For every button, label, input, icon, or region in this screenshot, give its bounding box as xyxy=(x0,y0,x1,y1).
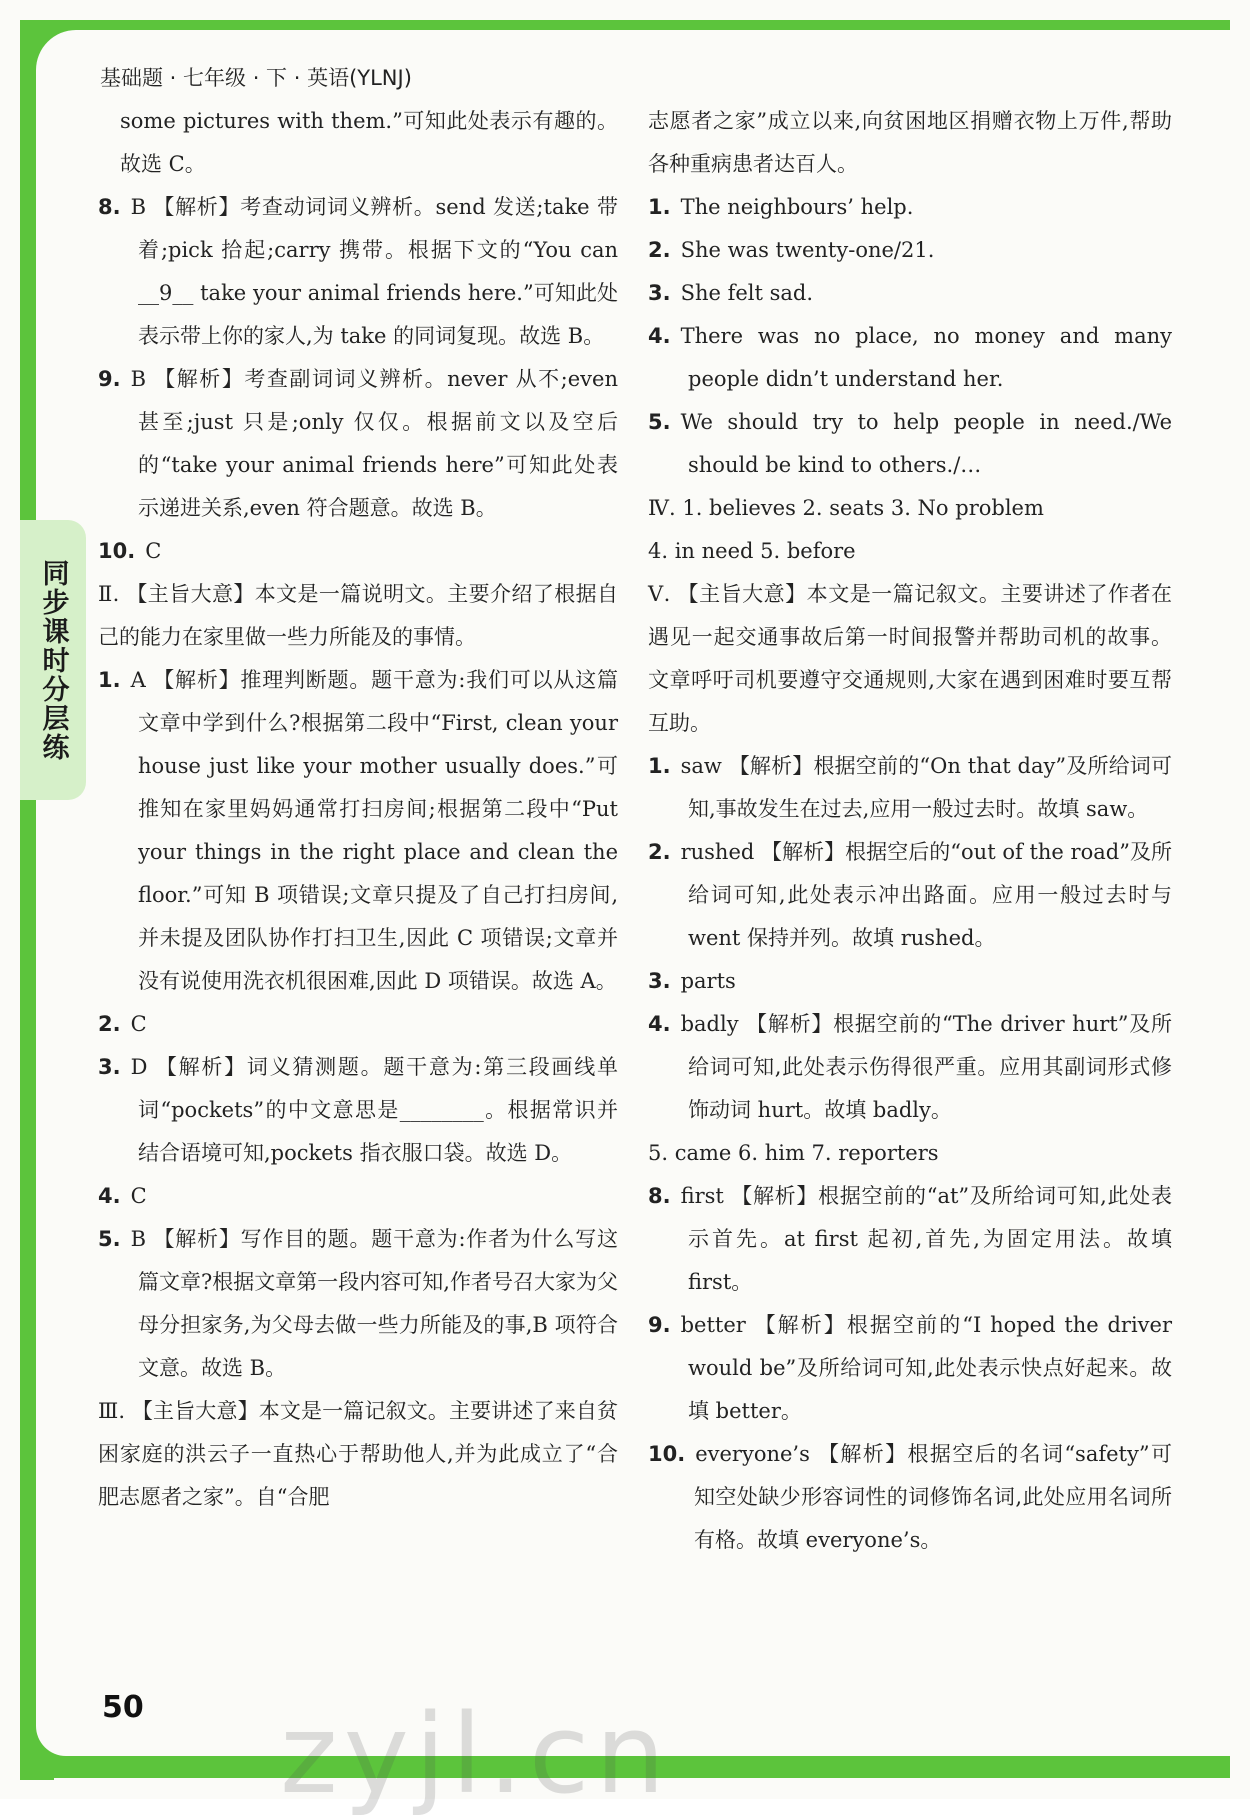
answer-item-V-3: 3. parts xyxy=(648,969,736,993)
watermark: zyjl.cn xyxy=(280,1690,672,1818)
answer-item-V-8: 8. first 【解析】根据空前的“at”及所给词可知,此处表示首先。at first 起初,首先,为固定用法。故填 first。 xyxy=(648,1184,1172,1294)
answer-item-V-4: 4. badly 【解析】根据空前的“The driver hurt”及所给词可知,此处表示伤得很严重。应用其副词形式修饰动词 hurt。故填 badly。 xyxy=(648,1012,1172,1122)
answer-item-III-1: 1. The neighbours’ help. xyxy=(648,195,914,219)
section-summary-V: Ⅴ. 【主旨大意】本文是一篇记叙文。主要讲述了作者在遇见一起交通事故后第一时间报警并帮助司机的故事。文章呼吁司机要遵守交通规则,大家在遇到困难时要互帮互助。 xyxy=(648,582,1172,735)
right-column xyxy=(648,100,1172,1562)
section-answers-IV-a: Ⅳ. 1. believes 2. seats 3. No problem xyxy=(648,496,1044,520)
section-summary-III-cont: 志愿者之家”成立以来,向贫困地区捐赠衣物上万件,帮助各种重病患者达百人。 xyxy=(648,109,1172,176)
page-number: 50 xyxy=(102,1690,144,1725)
section-answers-IV-b: 4. in need 5. before xyxy=(648,539,856,563)
left-column xyxy=(98,100,618,1519)
answer-paragraph: some pictures with them.”可知此处表示有趣的。故选 C。 xyxy=(120,109,618,176)
side-tab-label: 同步课时分层练 xyxy=(37,558,69,762)
answer-item-II-5: 5. B 【解析】写作目的题。题干意为:作者为什么写这篇文章?根据文章第一段内容可知,作者号召大家为父母分担家务,为父母去做一些力所能及的事,B 项符合文意。故选 B。 xyxy=(98,1227,618,1380)
answer-item-II-4: 4. C xyxy=(98,1184,147,1208)
answer-item-II-2: 2. C xyxy=(98,1012,147,1036)
answer-item-9: 9. B 【解析】考查副词词义辨析。never 从不;even 甚至;just 只是;only 仅仅。根据前文以及空后的“take your animal friends here”可知此处表示递进关系,even 符合题意。故选 B。 xyxy=(98,367,618,520)
answer-item-V-2: 2. rushed 【解析】根据空后的“out of the road”及所给词可知,此处表示冲出路面。应用一般过去时与 went 保持并列。故填 rushed。 xyxy=(648,840,1172,950)
answer-item-II-1: 1. A 【解析】推理判断题。题干意为:我们可以从这篇文章中学到什么?根据第二段中“First, clean your house just like your mother usually does.”可推知在家里妈妈通常打扫房间;根据第二段中“Put your things in the right place and clean the floor.”可知 B 项错误;文章只提及了自己打扫房间,并未提及团队协作打扫卫生,因此 C 项错误;文章并没有说使用洗衣机很困难,因此 D 项错误。故选 A。 xyxy=(98,668,618,993)
answer-item-III-4: 4. There was no place, no money and many people didn’t understand her. xyxy=(648,324,1172,391)
answer-item-III-3: 3. She felt sad. xyxy=(648,281,814,305)
section-summary-II: Ⅱ. 【主旨大意】本文是一篇说明文。主要介绍了根据自己的能力在家里做一些力所能及的事情。 xyxy=(98,582,618,649)
page-header: 基础题 · 七年级 · 下 · 英语(YLNJ) xyxy=(100,66,412,90)
section-summary-III: Ⅲ. 【主旨大意】本文是一篇记叙文。主要讲述了来自贫困家庭的洪云子一直热心于帮助他人,并为此成立了“合肥志愿者之家”。自“合肥 xyxy=(98,1399,618,1509)
answer-item-III-5: 5. We should try to help people in need./We should be kind to others./… xyxy=(648,410,1172,477)
answer-items-V-5-7: 5. came 6. him 7. reporters xyxy=(648,1141,939,1165)
answer-item-V-9: 9. better 【解析】根据空前的“I hoped the driver would be”及所给词可知,此处表示快点好起来。故填 better。 xyxy=(648,1313,1172,1423)
answer-item-8: 8. B 【解析】考查动词词义辨析。send 发送;take 带着;pick 拾起;carry 携带。根据下文的“You can __9__ take your animal friends here.”可知此处表示带上你的家人,为 take 的同词复现。故选 B。 xyxy=(98,195,618,348)
answer-item-III-2: 2. She was twenty-one/21. xyxy=(648,238,935,262)
answer-item-V-1: 1. saw 【解析】根据空前的“On that day”及所给词可知,事故发生在过去,应用一般过去时。故填 saw。 xyxy=(648,754,1172,821)
answer-item-II-3: 3. D 【解析】词义猜测题。题干意为:第三段画线单词“pockets”的中文意思是________。根据常识并结合语境可知,pockets 指衣服口袋。故选 D。 xyxy=(98,1055,618,1165)
answer-item-V-10: 10. everyone’s 【解析】根据空后的名词“safety”可知空处缺少形容词性的词修饰名词,此处应用名词所有格。故填 everyone’s。 xyxy=(648,1442,1172,1552)
side-tab xyxy=(20,520,86,800)
answer-item-10: 10. C xyxy=(98,539,162,563)
